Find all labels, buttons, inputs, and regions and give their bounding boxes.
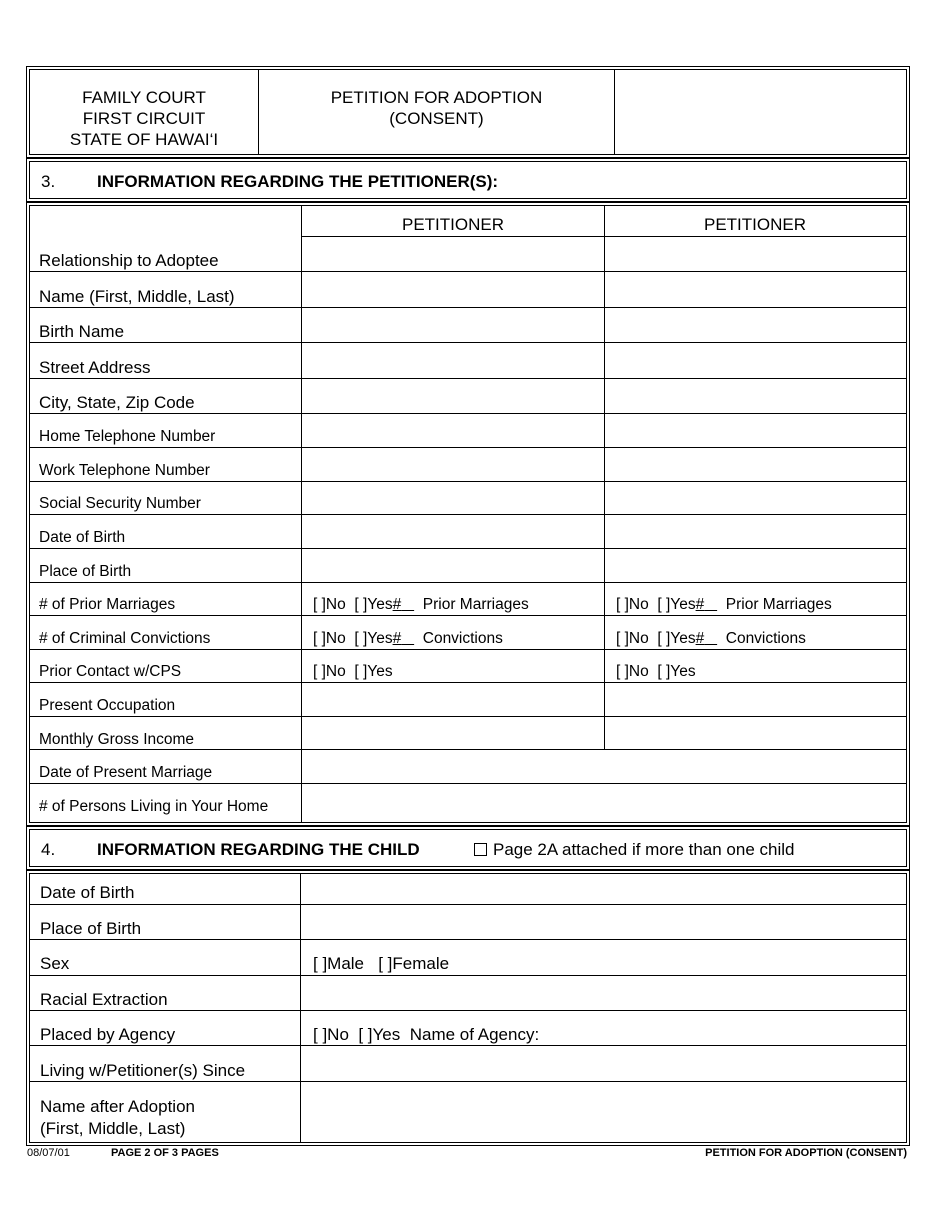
row-label-work-phone: Work Telephone Number	[39, 462, 210, 479]
child-label-living-since: Living w/Petitioner(s) Since	[40, 1061, 246, 1080]
section3-number: 3.	[41, 172, 56, 191]
title-line: PETITION FOR ADOPTION	[330, 88, 543, 107]
row-label-date-of-birth: Date of Birth	[39, 529, 126, 546]
row-label-city-state-zip: City, State, Zip Code	[39, 393, 195, 412]
no-checkbox[interactable]: [ ]No	[616, 630, 649, 647]
yes-checkbox[interactable]: [ ]Yes	[354, 630, 393, 647]
court-line: FAMILY COURT	[82, 88, 206, 107]
yes-checkbox[interactable]: [ ]Yes	[657, 596, 696, 613]
footer-date: 08/07/01	[27, 1147, 70, 1159]
child-label-placed-by-agency: Placed by Agency	[40, 1025, 176, 1044]
sex-field[interactable]	[313, 954, 449, 974]
row-label-persons-in-home: # of Persons Living in Your Home	[39, 798, 269, 815]
row-line	[29, 939, 906, 940]
yes-checkbox[interactable]: [ ]Yes	[354, 596, 393, 613]
yes-checkbox[interactable]: [ ]Yes	[358, 1025, 401, 1044]
name-after-adoption-line: (First, Middle, Last)	[40, 1119, 186, 1138]
row-label-occupation: Present Occupation	[39, 697, 176, 714]
row-line	[29, 447, 906, 448]
row-label-birth-name: Birth Name	[39, 322, 125, 341]
count-hash: #	[695, 630, 705, 647]
court-name	[30, 87, 258, 150]
agency-field[interactable]	[313, 1025, 539, 1045]
count-blank[interactable]	[696, 630, 718, 647]
attached-note-text: Page 2A attached if more than one child	[493, 840, 795, 859]
cps-field-1[interactable]	[313, 663, 393, 681]
row-line	[29, 1010, 906, 1011]
suffix-text: Prior Marriages	[725, 596, 832, 613]
row-line	[29, 413, 906, 414]
row-line	[29, 1081, 906, 1082]
count-hash: #	[695, 596, 705, 613]
row-label-marriage-date: Date of Present Marriage	[39, 764, 213, 781]
row-line	[29, 749, 906, 750]
count-blank[interactable]	[696, 596, 718, 613]
row-line	[29, 342, 906, 343]
convictions-field-1[interactable]	[313, 630, 503, 648]
attached-checkbox-icon[interactable]	[474, 843, 487, 856]
row-label-ssn: Social Security Number	[39, 495, 201, 512]
count-blank[interactable]	[393, 630, 415, 647]
row-line	[29, 1045, 906, 1046]
yes-checkbox[interactable]: [ ]Yes	[354, 663, 393, 680]
child-label-racial-extraction: Racial Extraction	[40, 990, 168, 1009]
row-line	[29, 615, 906, 616]
document-title	[259, 87, 614, 129]
row-line	[29, 682, 906, 683]
row-label-cps: Prior Contact w/CPS	[39, 663, 182, 680]
court-line: STATE OF HAWAI‘I	[69, 130, 219, 149]
row-line	[29, 649, 906, 650]
no-checkbox[interactable]: [ ]No	[616, 663, 649, 680]
suffix-text: Convictions	[725, 630, 806, 647]
title-line: (CONSENT)	[389, 109, 484, 128]
child-label-date-of-birth: Date of Birth	[40, 883, 135, 902]
row-label-street-address: Street Address	[39, 358, 151, 377]
row-label-relationship: Relationship to Adoptee	[39, 251, 219, 270]
section3-title: INFORMATION REGARDING THE PETITIONER(S):	[97, 172, 499, 191]
header-divider	[614, 69, 615, 155]
agency-name-label: Name of Agency:	[409, 1025, 540, 1044]
footer-form-title: PETITION FOR ADOPTION (CONSENT)	[705, 1147, 907, 1159]
female-checkbox[interactable]: [ ]Female	[378, 954, 450, 973]
prior-marriages-field-1[interactable]	[313, 596, 529, 614]
row-line	[29, 975, 906, 976]
convictions-field-2[interactable]	[616, 630, 806, 648]
row-line	[29, 716, 906, 717]
row-line	[29, 514, 906, 515]
attached-note[interactable]	[474, 840, 794, 860]
child-label-name-after-adoption	[40, 1096, 195, 1140]
row-line	[29, 378, 906, 379]
child-label-place-of-birth: Place of Birth	[40, 919, 142, 938]
section4-title: INFORMATION REGARDING THE CHILD	[97, 840, 420, 859]
section4-number: 4.	[41, 840, 56, 859]
row-label-income: Monthly Gross Income	[39, 731, 195, 748]
yes-checkbox[interactable]: [ ]Yes	[657, 663, 696, 680]
child-label-sex: Sex	[40, 954, 70, 973]
row-line	[29, 904, 906, 905]
row-line	[29, 307, 906, 308]
row-label-place-of-birth: Place of Birth	[39, 563, 132, 580]
petitioner-1-header: PETITIONER	[401, 215, 504, 234]
count-blank[interactable]	[393, 596, 415, 613]
row-line	[29, 271, 906, 272]
no-checkbox[interactable]: [ ]No	[313, 663, 346, 680]
cps-field-2[interactable]	[616, 663, 696, 681]
count-hash: #	[392, 596, 402, 613]
male-checkbox[interactable]: [ ]Male	[313, 954, 365, 973]
col-divider	[300, 873, 301, 1142]
count-hash: #	[392, 630, 402, 647]
row-line	[301, 236, 906, 237]
no-checkbox[interactable]: [ ]No	[616, 596, 649, 613]
no-checkbox[interactable]: [ ]No	[313, 1025, 349, 1044]
yes-checkbox[interactable]: [ ]Yes	[657, 630, 696, 647]
name-after-adoption-line: Name after Adoption	[40, 1097, 195, 1116]
row-line	[29, 548, 906, 549]
row-label-convictions: # of Criminal Convictions	[39, 630, 211, 647]
row-label-name: Name (First, Middle, Last)	[39, 287, 235, 306]
suffix-text: Convictions	[422, 630, 503, 647]
no-checkbox[interactable]: [ ]No	[313, 596, 346, 613]
col-divider	[604, 205, 605, 749]
prior-marriages-field-2[interactable]	[616, 596, 832, 614]
row-label-home-phone: Home Telephone Number	[39, 428, 216, 445]
row-label-prior-marriages: # of Prior Marriages	[39, 596, 176, 613]
row-line	[29, 481, 906, 482]
court-line: FIRST CIRCUIT	[82, 109, 206, 128]
petitioner-2-header: PETITIONER	[703, 215, 806, 234]
row-line	[29, 582, 906, 583]
footer-page: PAGE 2 OF 3 PAGES	[111, 1147, 219, 1159]
no-checkbox[interactable]: [ ]No	[313, 630, 346, 647]
suffix-text: Prior Marriages	[422, 596, 529, 613]
row-line	[29, 783, 906, 784]
